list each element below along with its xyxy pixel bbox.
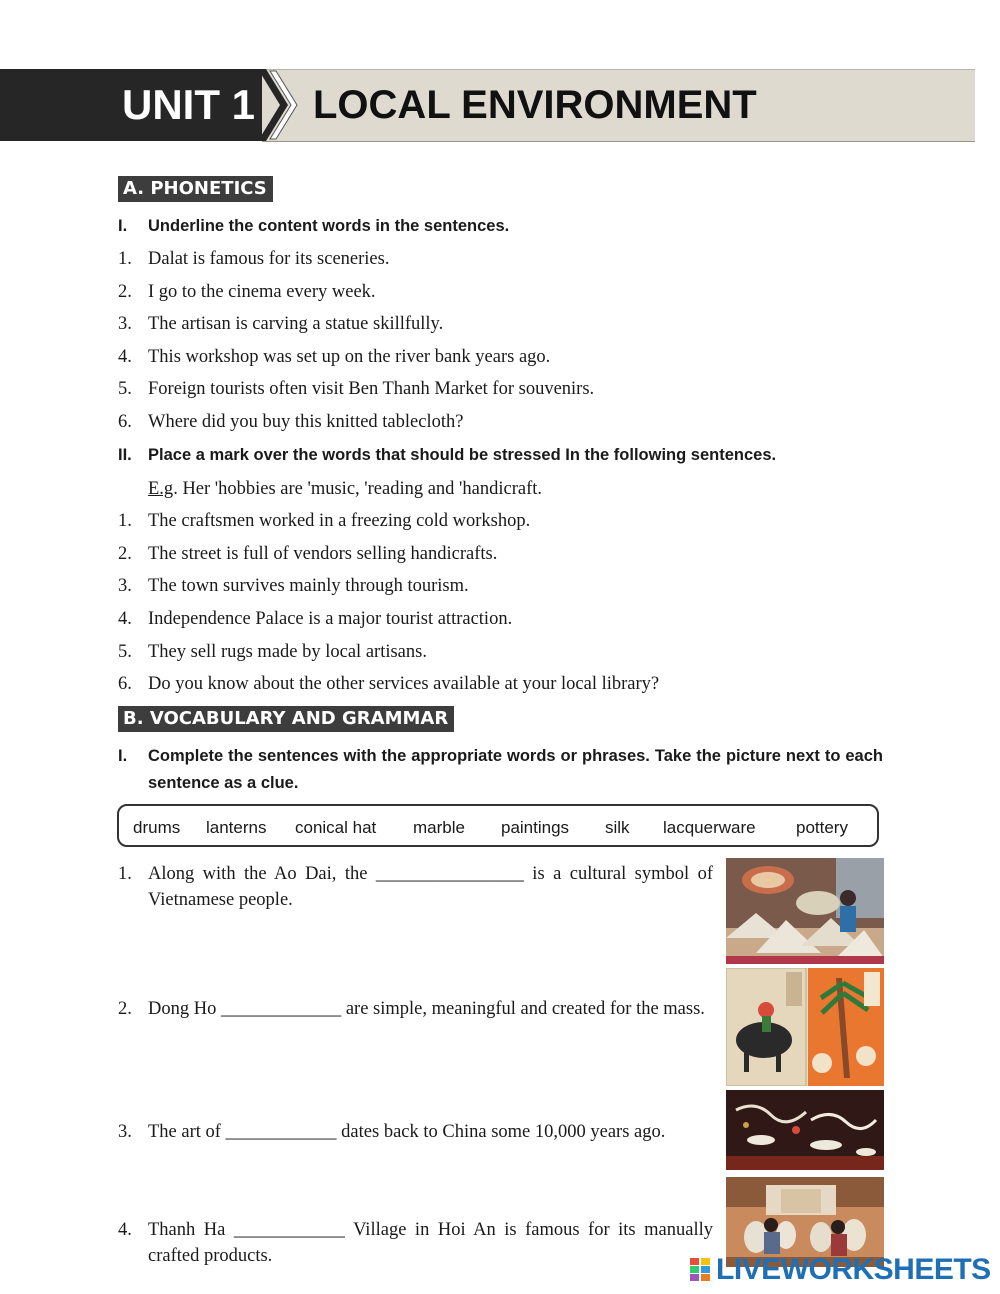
question-item [118, 1119, 713, 1145]
item-number: 4. [118, 347, 132, 367]
word-bank-item: lacquerware [663, 818, 756, 837]
instruction-text: Place a mark over the words that should be stressed In the following sentences. [148, 446, 777, 464]
sentence-text[interactable]: They sell rugs made by local artisans. [148, 642, 427, 662]
item-number: 2. [118, 282, 132, 302]
liveworksheets-logo-icon [690, 1258, 712, 1282]
lacquerware-picture [726, 1090, 884, 1170]
logo-text: LIVEWORKSHEETS [716, 1253, 991, 1286]
question-text[interactable]: The art of ____________ dates back to China some 10,000 years ago. [148, 1122, 666, 1142]
sentence-text[interactable]: Dalat is famous for its sceneries. [148, 249, 390, 269]
unit-banner [0, 69, 975, 141]
item-number: 3. [118, 576, 132, 596]
item-number: 4. [118, 1220, 132, 1240]
sentence-text[interactable]: Independence Palace is a major tourist attraction. [148, 609, 513, 629]
example-text: . Her 'hobbies are 'music, 'reading and 'handicraft. [173, 479, 542, 499]
item-number: 1. [118, 864, 132, 884]
item-number: 3. [118, 314, 132, 334]
item-number: 4. [118, 609, 132, 629]
question-item [118, 1217, 713, 1269]
word-bank-item: lanterns [206, 818, 267, 837]
unit-title: LOCAL ENVIRONMENT [313, 83, 757, 127]
item-number: 2. [118, 544, 132, 564]
word-bank-item: drums [133, 818, 181, 837]
item-number: 2. [118, 999, 132, 1019]
sentence-text[interactable]: This workshop was set up on the river bank years ago. [148, 347, 551, 367]
item-number: 6. [118, 674, 132, 694]
section-a-part2-instruction [118, 442, 888, 469]
word-bank-item: paintings [501, 818, 570, 837]
example-label: E.g [148, 479, 174, 499]
section-a-heading: A. PHONETICS [118, 176, 273, 202]
sentence-text[interactable]: The artisan is carving a statue skillfully. [148, 314, 444, 334]
item-number: 5. [118, 642, 132, 662]
sentence-text[interactable]: Do you know about the other services available at your local library? [148, 674, 660, 694]
item-number: 1. [118, 249, 132, 269]
instruction-text: Complete the sentences with the appropriate words or phrases. Take the picture next to each sentence as a clue. [148, 747, 883, 792]
question-item [118, 861, 713, 913]
section-a-part1-instruction [118, 213, 888, 240]
word-bank [117, 804, 879, 847]
question-text[interactable]: Along with the Ao Dai, the ________________ is a cultural symbol of Vietnamese people. [148, 864, 713, 910]
sentence-text[interactable]: I go to the cinema every week. [148, 282, 376, 302]
example-sentence [148, 476, 542, 502]
sentence-text[interactable]: The town survives mainly through tourism. [148, 576, 469, 596]
instruction-text: Underline the content words in the sentences. [148, 217, 510, 235]
part-number: I. [118, 217, 128, 235]
word-bank-item: marble [413, 818, 465, 837]
sentence-text[interactable]: The craftsmen worked in a freezing cold workshop. [148, 511, 531, 531]
liveworksheets-logo[interactable] [690, 1254, 990, 1286]
unit-label: UNIT 1 [122, 81, 256, 128]
word-bank-item: conical hat [295, 818, 377, 837]
item-number: 3. [118, 1122, 132, 1142]
item-number: 6. [118, 412, 132, 432]
chevron-right-icon [258, 69, 308, 141]
section-b-part1-instruction [118, 743, 883, 797]
item-number: 5. [118, 379, 132, 399]
question-item [118, 996, 713, 1022]
sentence-text[interactable]: Foreign tourists often visit Ben Thanh Market for souvenirs. [148, 379, 595, 399]
question-text[interactable]: Dong Ho _____________ are simple, meaningful and created for the mass. [148, 999, 705, 1019]
section-b-heading: B. VOCABULARY AND GRAMMAR [118, 706, 454, 732]
conical-hat-picture [726, 858, 884, 964]
part-number: I. [118, 747, 128, 765]
word-bank-item: pottery [796, 818, 848, 837]
part-number: II. [118, 446, 132, 464]
word-bank-item: silk [605, 818, 630, 837]
sentence-text[interactable]: The street is full of vendors selling handicrafts. [148, 544, 498, 564]
sentence-text[interactable]: Where did you buy this knitted tablecloth? [148, 412, 464, 432]
question-text[interactable]: Thanh Ha ____________ Village in Hoi An is famous for its manually crafted products. [148, 1220, 713, 1266]
dong-ho-painting-picture [726, 968, 884, 1086]
item-number: 1. [118, 511, 132, 531]
